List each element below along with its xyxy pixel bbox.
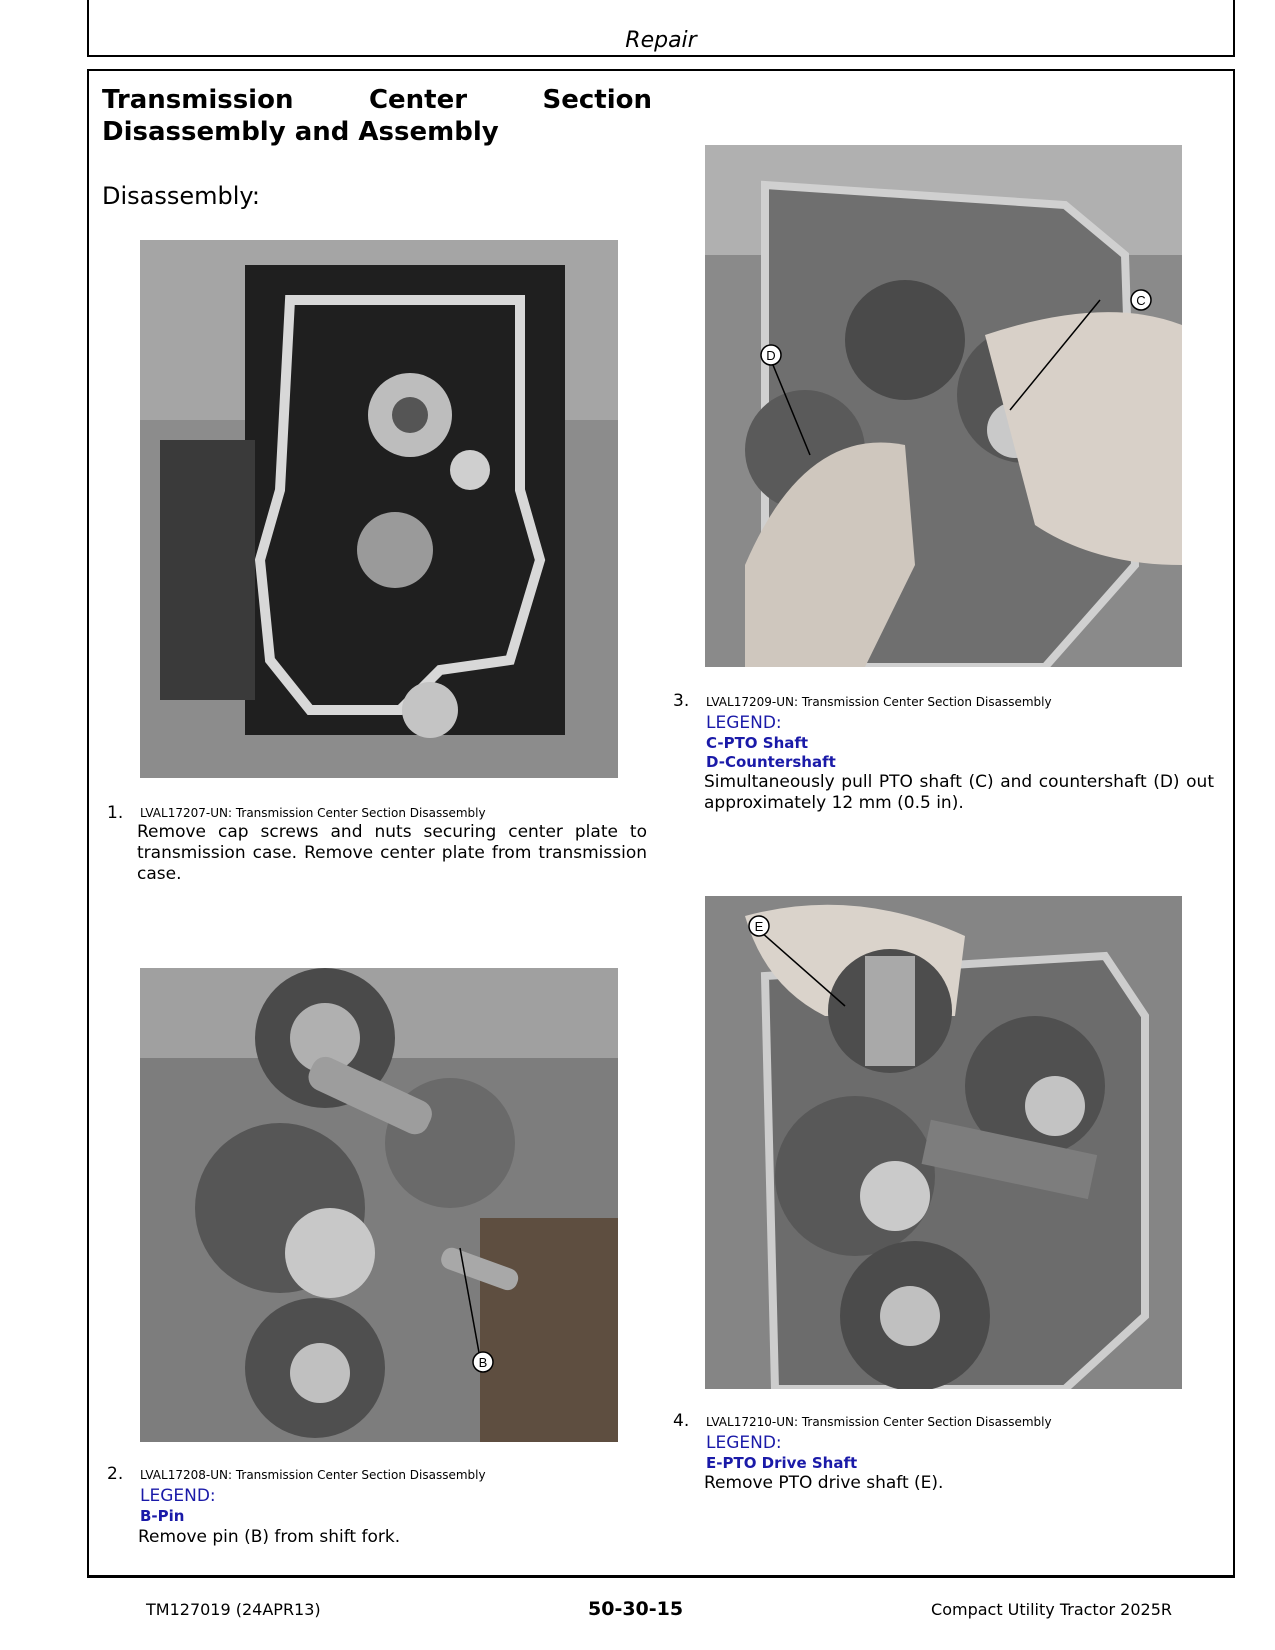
title-word: Center bbox=[368, 85, 468, 115]
title-word: Transmission bbox=[102, 85, 294, 115]
callout-c: C bbox=[1136, 293, 1146, 308]
step-number: 4. bbox=[673, 1411, 690, 1431]
footer-product: Compact Utility Tractor 2025R bbox=[931, 1600, 1172, 1619]
step-text: Remove cap screws and nuts securing center plate to transmission case. Remove center plate from transmission case. bbox=[137, 822, 647, 884]
legend-item: D-Countershaft bbox=[706, 753, 836, 771]
legend-label: LEGEND: bbox=[706, 1433, 782, 1453]
step-text: Remove pin (B) from shift fork. bbox=[138, 1527, 401, 1547]
footer-doc-id: TM127019 (24APR13) bbox=[146, 1600, 321, 1619]
figure-caption: LVAL17208-UN: Transmission Center Section Disassembly bbox=[140, 1468, 486, 1482]
step-number: 2. bbox=[107, 1464, 124, 1484]
legend-label: LEGEND: bbox=[140, 1486, 216, 1506]
figure-photo-4 bbox=[705, 896, 1182, 1389]
legend-item: B-Pin bbox=[140, 1507, 185, 1525]
figure-photo-2 bbox=[140, 968, 618, 1442]
step-number: 1. bbox=[107, 803, 124, 823]
legend-item: E-PTO Drive Shaft bbox=[706, 1454, 858, 1472]
step-text: Remove PTO drive shaft (E). bbox=[704, 1473, 944, 1493]
callout-e: E bbox=[754, 919, 764, 934]
figure-photo-1 bbox=[140, 240, 618, 778]
callout-b: B bbox=[478, 1355, 488, 1370]
legend-label: LEGEND: bbox=[706, 713, 782, 733]
subhead-disassembly: Disassembly: bbox=[102, 182, 260, 210]
figure-caption: LVAL17210-UN: Transmission Center Section Disassembly bbox=[706, 1415, 1052, 1429]
figure-caption: LVAL17207-UN: Transmission Center Section Disassembly bbox=[140, 806, 486, 820]
running-head: Repair bbox=[625, 28, 697, 53]
footer-page-number: 50-30-15 bbox=[588, 1598, 684, 1620]
section-title bbox=[102, 84, 652, 148]
title-word: Section bbox=[542, 85, 652, 115]
header-frame bbox=[87, 0, 1235, 57]
callout-d: D bbox=[766, 348, 776, 363]
figure-caption: LVAL17209-UN: Transmission Center Section Disassembly bbox=[706, 695, 1052, 709]
figure-photo-3 bbox=[705, 145, 1182, 667]
step-number: 3. bbox=[673, 691, 690, 711]
title-line-2: Disassembly and Assembly bbox=[102, 117, 499, 147]
step-text: Simultaneously pull PTO shaft (C) and countershaft (D) out approximately 12 mm (0.5 in). bbox=[704, 772, 1214, 813]
legend-item: C-PTO Shaft bbox=[706, 734, 809, 752]
